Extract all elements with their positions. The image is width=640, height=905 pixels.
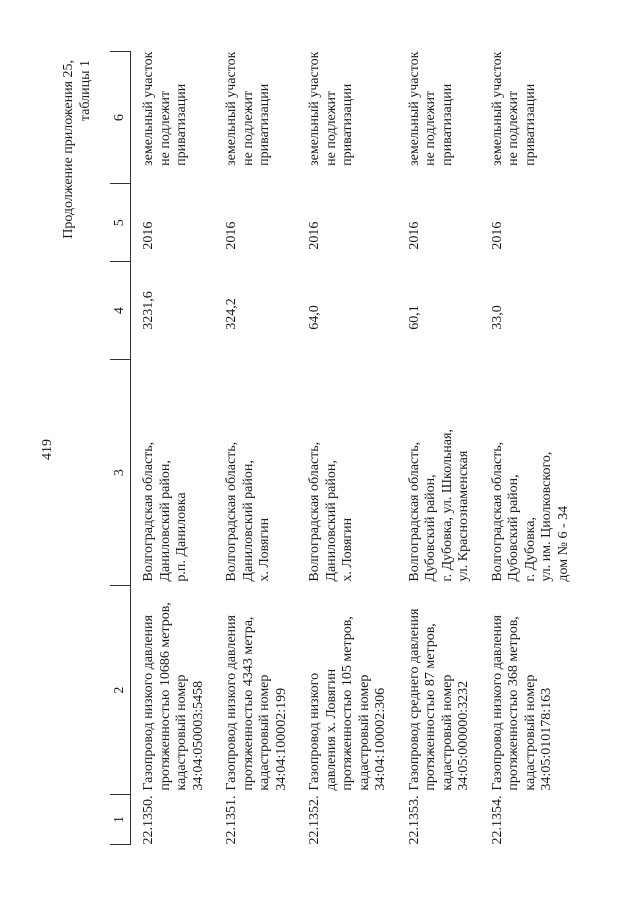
object-year: 2016 — [489, 221, 505, 250]
page-number: 419 — [40, 439, 55, 460]
object-name-line: кадастровый номер — [257, 674, 272, 791]
land-status — [397, 52, 480, 184]
column-header: 6 — [110, 52, 131, 184]
object-address-line: дом № 6 - 34 — [555, 505, 571, 582]
object-name-line: протяженностью 4343 метра, — [240, 616, 256, 791]
land-status-line: земельный участок — [489, 51, 505, 166]
land-status-line: приватизации — [257, 83, 272, 166]
object-name-line: 34:04:050003:5458 — [190, 680, 206, 791]
object-name-line: давления х. Ловягин — [323, 668, 339, 791]
object-area: 33,0 — [489, 305, 505, 330]
object-address — [397, 360, 480, 586]
object-area: 60,1 — [406, 305, 422, 330]
land-status-line: приватизации — [439, 83, 455, 166]
land-status-line: не подлежит — [240, 90, 256, 166]
column-header: 5 — [110, 184, 131, 262]
land-status-line: приватизации — [522, 83, 538, 166]
object-name-line: Газопровод низкого давления — [489, 615, 505, 791]
land-status-line: земельный участок — [141, 51, 156, 166]
object-name — [397, 586, 480, 795]
row-number: 22.1350. — [141, 795, 156, 845]
object-name — [214, 586, 297, 795]
object-address-line: Даниловский район, — [323, 460, 339, 582]
object-name-line: Газопровод низкого — [307, 672, 322, 791]
column-header: 2 — [110, 586, 131, 795]
object-name-line: протяженностью 10686 метров, — [157, 602, 173, 791]
object-address-line: р.п. Даниловка — [174, 492, 189, 582]
object-name-line: Газопровод низкого давления — [224, 615, 239, 791]
row-number: 22.1354. — [489, 795, 505, 845]
table-row — [131, 52, 215, 845]
land-status — [480, 52, 580, 184]
object-name-line: кадастровый номер — [522, 674, 538, 791]
object-address-line: Волгоградская область, — [489, 441, 505, 582]
table-row — [297, 52, 397, 845]
object-address — [214, 360, 297, 586]
column-header: 3 — [110, 360, 131, 586]
land-status-line: не подлежит — [323, 90, 339, 166]
object-name-line: протяженностью 105 метров, — [340, 616, 355, 791]
object-address-line: Волгоградская область, — [406, 441, 422, 582]
object-area: 64,0 — [307, 305, 322, 330]
object-address-line: г. Дубовка, ул. Школьная, — [439, 429, 455, 582]
object-area: 3231,6 — [141, 291, 156, 330]
continuation-line: таблицы 1 — [78, 60, 93, 122]
table-row — [397, 52, 480, 845]
object-name-line: кадастровый номер — [174, 674, 189, 791]
land-status — [131, 52, 215, 184]
land-status-line: земельный участок — [224, 51, 239, 166]
object-name-line: Газопровод низкого давления — [141, 615, 156, 791]
object-address-line: ул. Краснознаменская — [456, 450, 471, 582]
object-address-line: х. Ловягин — [340, 517, 355, 582]
column-header: 1 — [110, 795, 131, 845]
object-name-line: 34:05:000000:3232 — [456, 680, 471, 791]
object-name-line: протяженностью 87 метров, — [423, 623, 438, 791]
object-name-line: Газопровод среднего давления — [406, 608, 422, 791]
land-status-line: не подлежит — [157, 90, 173, 166]
object-year: 2016 — [406, 221, 422, 250]
object-name — [480, 586, 580, 795]
table-row — [214, 52, 297, 845]
land-status-line: приватизации — [340, 83, 355, 166]
continuation-line: Продолжение приложения 25, — [61, 60, 76, 239]
land-status-line: земельный участок — [406, 51, 422, 166]
object-name-line: 34:04:100002:199 — [273, 687, 289, 791]
object-address-line: х. Ловягин — [257, 517, 272, 582]
object-name-line: 34:04:100002:306 — [373, 687, 388, 791]
object-address-line: ул. им. Циолковского, — [539, 451, 554, 582]
land-status — [214, 52, 297, 184]
object-address-line: Даниловский район, — [240, 460, 256, 582]
row-number: 22.1353. — [406, 795, 422, 845]
property-table — [110, 51, 579, 845]
continuation-note — [60, 60, 94, 239]
object-year: 2016 — [224, 221, 239, 250]
column-header: 4 — [110, 262, 131, 360]
land-status-line: не подлежит — [506, 90, 521, 166]
object-name-line: 34:05:010178:163 — [539, 687, 554, 791]
land-status-line: земельный участок — [307, 51, 322, 166]
header-row — [110, 52, 131, 845]
table-row — [480, 52, 580, 845]
row-number: 22.1351. — [224, 795, 239, 845]
object-address-line: Дубовский район, — [506, 474, 521, 582]
object-name-line: кадастровый номер — [439, 674, 455, 791]
object-address-line: Даниловский район, — [157, 460, 173, 582]
object-address-line: Дубовский район, — [423, 474, 438, 582]
object-address-line: г. Дубовка, — [522, 517, 538, 582]
object-name-line: протяженностью 368 метров, — [506, 616, 521, 791]
table-body — [131, 52, 580, 845]
object-year: 2016 — [307, 221, 322, 250]
land-status — [297, 52, 397, 184]
object-year: 2016 — [141, 221, 156, 250]
object-name — [297, 586, 397, 795]
object-address — [131, 360, 215, 586]
object-address-line: Волгоградская область, — [141, 441, 156, 582]
land-status-line: приватизации — [174, 83, 189, 166]
land-status-line: не подлежит — [423, 90, 438, 166]
object-name — [131, 586, 215, 795]
object-address-line: Волгоградская область, — [307, 441, 322, 582]
object-address — [480, 360, 580, 586]
object-address-line: Волгоградская область, — [224, 441, 239, 582]
object-address — [297, 360, 397, 586]
object-area: 324,2 — [224, 298, 239, 330]
row-number: 22.1352. — [307, 795, 322, 845]
object-name-line: кадастровый номер — [356, 674, 372, 791]
